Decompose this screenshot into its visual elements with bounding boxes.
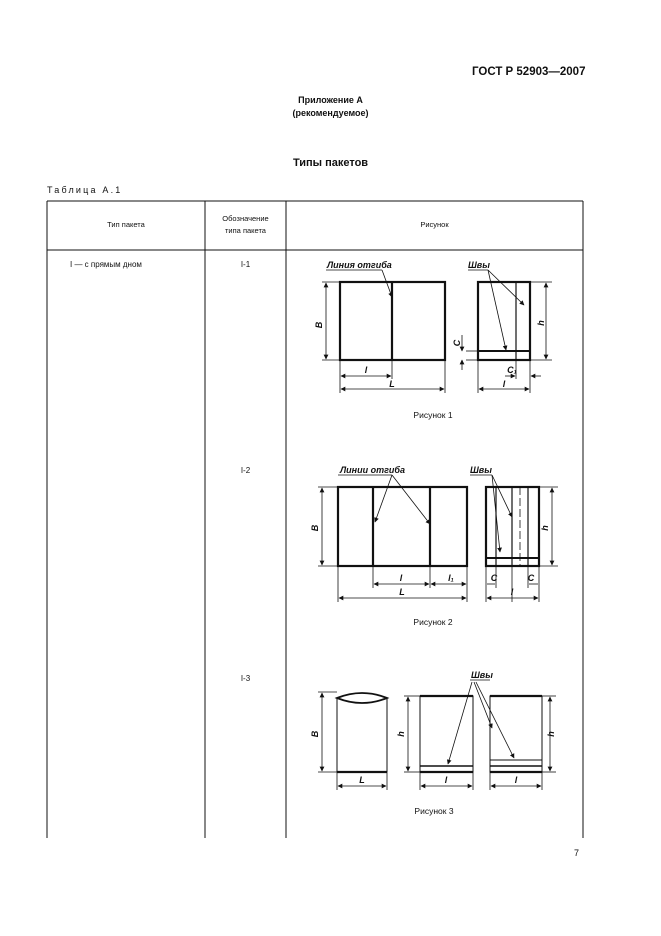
section-title: Типы пакетов [292,157,369,169]
dim-l-right: l [514,775,518,785]
dim-L: L [359,775,365,785]
figure-2 [300,462,570,607]
dim-h: h [540,525,550,531]
figure-1 [300,255,570,400]
fold-lines-label: Линии отгиба [340,465,405,475]
dim-L: L [389,379,395,389]
dim-C-right: C [527,573,535,583]
dim-h-left: h [396,731,406,737]
standard-number: ГОСТ Р 52903—2007 [472,66,586,78]
seams-label: Швы [470,465,492,475]
annex-subtitle: (рекомендуемое) [292,108,369,118]
table-label: Таблица А.1 [47,185,123,195]
dim-C: C [452,339,462,347]
figure-3-caption: Рисунок 3 [414,806,454,816]
col-header-type: Тип пакета [107,220,145,229]
dim-l-right: l [502,379,506,389]
seams-label: Швы [471,670,493,680]
dim-h: h [536,320,546,326]
row-designation-1: I-1 [240,260,251,269]
dim-l: l [364,365,368,375]
dim-L: L [399,587,405,597]
col-header-figure: Рисунок [420,220,449,229]
row-designation-2: I-2 [240,466,251,475]
dim-l1: l₁ [448,573,454,583]
dim-C1: C₁ [507,365,517,375]
dim-B: B [314,321,324,329]
dim-B: B [310,730,320,738]
row-type-1: I — с прямым дном [70,260,142,269]
dim-h-right: h [546,731,556,737]
fold-line-label: Линия отгиба [327,260,392,270]
figure-1-caption: Рисунок 1 [413,410,453,420]
figure-2-caption: Рисунок 2 [413,617,453,627]
dim-B: B [310,524,320,532]
figure-3 [300,668,570,798]
dim-l: l [399,573,403,583]
seams-label: Швы [468,260,490,270]
dim-C-left: C [490,573,498,583]
page-number: 7 [574,848,580,858]
annex-title: Приложение А [298,95,363,105]
dim-l-mid: l [444,775,448,785]
col-header-designation: Обозначение типа пакета [222,214,269,235]
dim-l-right: l [510,587,514,597]
row-designation-3: I-3 [240,674,251,683]
